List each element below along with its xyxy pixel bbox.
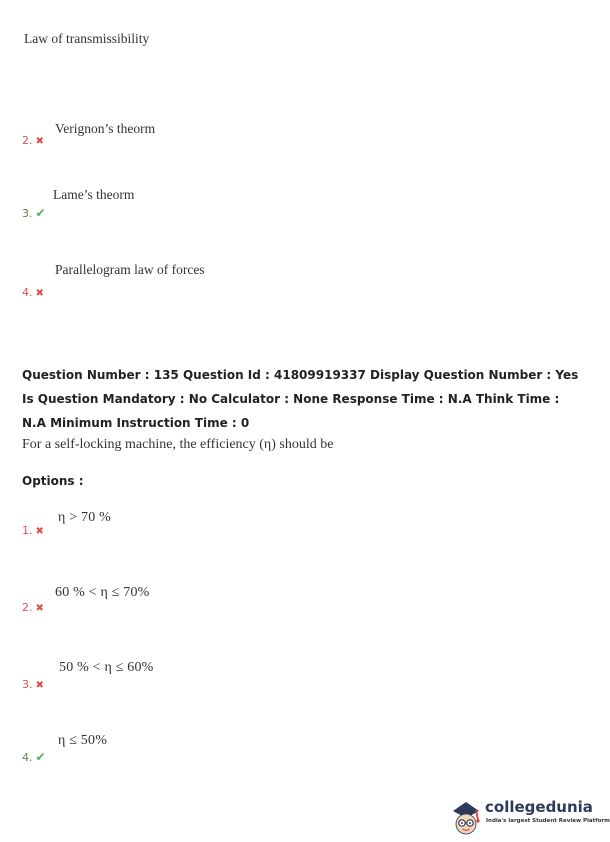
wrong-mark-icon: ✖ (35, 603, 44, 614)
q-option-2-number (22, 601, 44, 614)
wrong-mark-icon: ✖ (35, 136, 44, 147)
q-option-2-text: 60 % < η ≤ 70% (55, 585, 150, 600)
option-number-label: 2. (22, 601, 33, 614)
question-meta: Question Number : 135 Question Id : 41809919337 Display Question Number : Yes Is Question Mandatory : No Calculator : None Response Time : N.A Think Time : N.A Minimum Instruction Time : 0 (22, 368, 579, 430)
option-number-label: 4. (22, 751, 33, 764)
option-number-label: 2. (22, 134, 33, 147)
q-option-4-text: η ≤ 50% (58, 733, 108, 748)
option-1-text: Law of transmissibility (24, 31, 150, 46)
wrong-mark-icon: ✖ (35, 288, 44, 299)
option-4-number (22, 286, 44, 299)
option-4-text: Parallelogram law of forces (55, 262, 205, 277)
logo-tagline: India's largest Student Review Platform (486, 818, 610, 824)
option-3-number (22, 206, 46, 220)
q-option-1-text: η > 70 % (58, 510, 111, 525)
collegedunia-logo (448, 796, 610, 836)
correct-check-icon: ✔ (35, 206, 46, 220)
option-3-text: Lame’s theorm (53, 187, 135, 202)
options-label: Options : (22, 474, 84, 488)
option-number-label: 4. (22, 286, 33, 299)
option-number-label: 3. (22, 678, 33, 691)
q-option-3-number (22, 678, 44, 691)
mascot-icon (448, 796, 484, 836)
q-option-4-number (22, 750, 46, 764)
option-number-label: 3. (22, 207, 33, 220)
correct-check-icon: ✔ (35, 750, 46, 764)
logo-wordmark: collegedunia (485, 798, 593, 816)
q-option-3-text: 50 % < η ≤ 60% (59, 660, 154, 675)
option-2-text: Verignon’s theorm (55, 121, 156, 136)
option-number-label: 1. (22, 524, 33, 537)
option-2-number (22, 134, 44, 147)
wrong-mark-icon: ✖ (35, 680, 44, 691)
question-text: For a self-locking machine, the efficiency (η) should be (22, 437, 334, 452)
wrong-mark-icon: ✖ (35, 526, 44, 537)
q-option-1-number (22, 524, 44, 537)
